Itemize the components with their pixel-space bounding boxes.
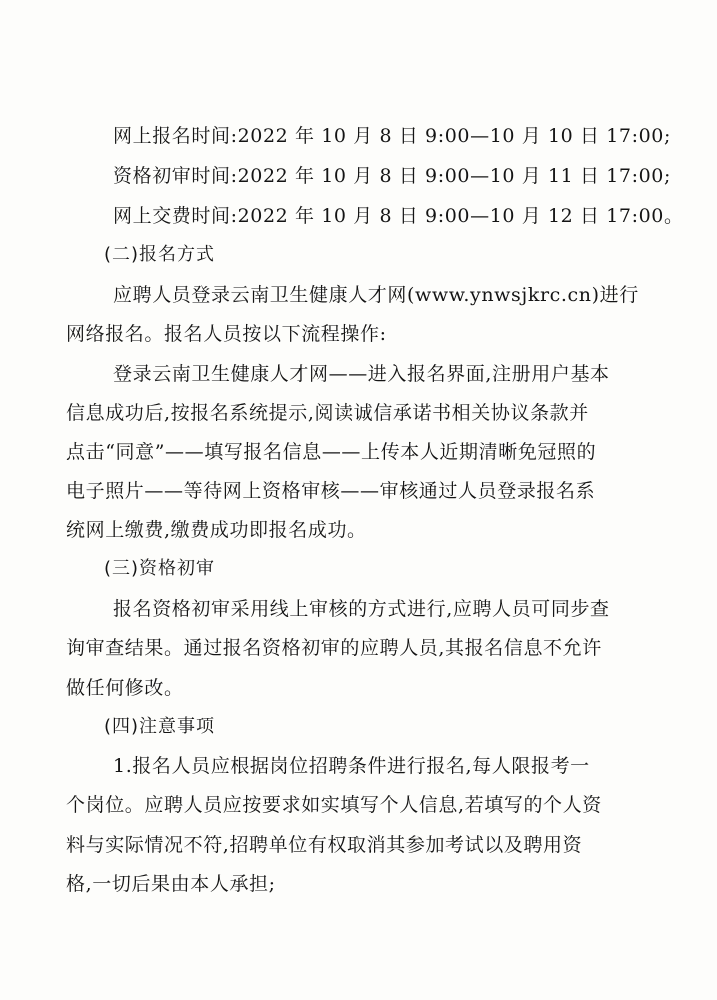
paragraph-line: 信息成功后,按报名系统提示,阅读诚信承诺书相关协议条款并 [66, 402, 589, 424]
paragraph-line: 料与实际情况不符,招聘单位有权取消其参加考试以及聘用资 [66, 834, 583, 856]
paragraph-line: 应聘人员登录云南卫生健康人才网(www.ynwsjkrc.cn)进行 [113, 284, 639, 306]
section-heading-notes: (四)注意事项 [104, 716, 216, 737]
paragraph-line: 统网上缴费,缴费成功即报名成功。 [66, 519, 367, 541]
paragraph-line: 个岗位。应聘人员应按要求如实填写个人信息,若填写的个人资 [66, 794, 602, 816]
paragraph-line: 询审查结果。通过报名资格初审的应聘人员,其报名信息不允许 [66, 637, 602, 659]
paragraph-line: 格,一切后果由本人承担; [66, 873, 276, 895]
schedule-line-registration: 网上报名时间:2022 年 10 月 8 日 9:00—10 月 10 日 17:00; [113, 125, 671, 147]
section-heading-qualification-review: (三)资格初审 [104, 558, 216, 579]
paragraph-line: 电子照片——等待网上资格审核——审核通过人员登录报名系 [66, 480, 596, 502]
paragraph-line: 点击“同意”——填写报名信息——上传本人近期清晰免冠照的 [66, 441, 597, 463]
schedule-line-review: 资格初审时间:2022 年 10 月 8 日 9:00—10 月 11 日 17:00; [113, 165, 671, 187]
schedule-line-payment: 网上交费时间:2022 年 10 月 8 日 9:00—10 月 12 日 17:00。 [113, 205, 684, 227]
paragraph-line: 1.报名人员应根据岗位招聘条件进行报名,每人限报考一 [113, 755, 590, 777]
paragraph-line: 做任何修改。 [66, 677, 184, 699]
paragraph-line: 登录云南卫生健康人才网——进入报名界面,注册用户基本 [113, 363, 610, 385]
section-heading-registration-method: (二)报名方式 [104, 244, 216, 265]
paragraph-line: 报名资格初审采用线上审核的方式进行,应聘人员可同步查 [113, 598, 610, 620]
paragraph-line: 网络报名。报名人员按以下流程操作: [66, 323, 387, 345]
